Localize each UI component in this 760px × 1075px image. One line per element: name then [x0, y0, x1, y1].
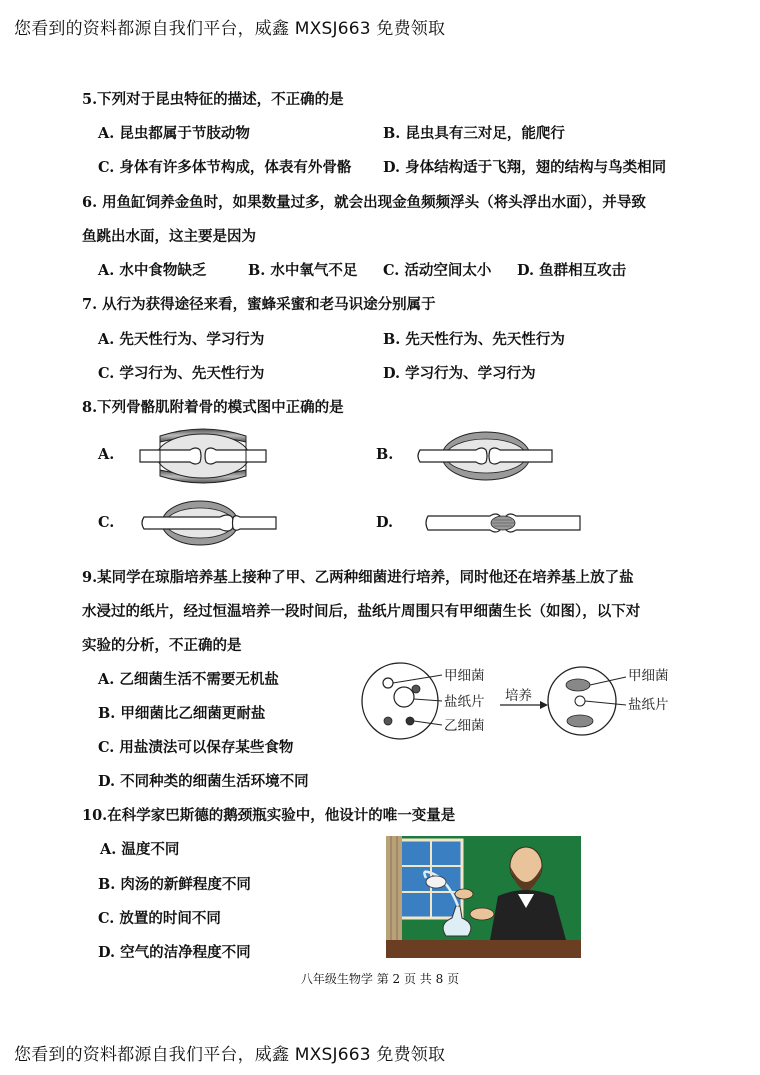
- question-6-stem-line2: 鱼跳出水面，这主要是因为: [82, 228, 256, 245]
- question-7-option-c: C. 学习行为、先天性行为: [98, 365, 265, 382]
- watermark-banner-bottom: 您看到的资料都源自我们平台，威鑫 MXSJ663 免费领取: [14, 1045, 446, 1065]
- question-9-option-b: B. 甲细菌比乙细菌更耐盐: [98, 705, 266, 722]
- question-9-option-c: C. 用盐渍法可以保存某些食物: [98, 739, 294, 756]
- question-10-stem: 10.在科学家巴斯德的鹅颈瓶实验中，他设计的唯一变量是: [82, 807, 456, 824]
- pasteur-experiment-illustration: [386, 836, 581, 958]
- question-9-stem-line3: 实验的分析，不正确的是: [82, 637, 242, 654]
- question-6-option-a: A. 水中食物缺乏: [98, 262, 207, 279]
- question-7-option-a: A. 先天性行为、学习行为: [98, 331, 265, 348]
- question-5-option-c: C. 身体有许多体节构成，体表有外骨骼: [98, 159, 352, 176]
- question-5-option-d: D. 身体结构适于飞翔，翅的结构与鸟类相同: [383, 159, 667, 176]
- question-10-option-c: C. 放置的时间不同: [98, 910, 221, 927]
- question-9-stem-line1: 9.某同学在琼脂培养基上接种了甲、乙两种细菌进行培养，同时他还在培养基上放了盐: [82, 569, 634, 586]
- question-8-option-a-label: A.: [98, 446, 115, 463]
- question-10-option-b: B. 肉汤的新鲜程度不同: [98, 876, 251, 893]
- muscle-bone-diagram-c: [140, 497, 280, 549]
- question-9-option-a: A. 乙细菌生活不需要无机盐: [98, 671, 279, 688]
- label-bacteria-yi: 乙细菌: [444, 718, 485, 734]
- question-5-option-b: B. 昆虫具有三对足，能爬行: [383, 125, 565, 142]
- question-9-option-d: D. 不同种类的细菌生活环境不同: [98, 773, 309, 790]
- question-7-option-b: B. 先天性行为、先天性行为: [383, 331, 565, 348]
- muscle-bone-diagram-b: [416, 428, 556, 484]
- question-8-option-d-label: D.: [376, 514, 394, 531]
- question-10-option-a: A. 温度不同: [100, 841, 180, 858]
- label-salt-paper-right: 盐纸片: [628, 697, 669, 713]
- question-6-option-b: B. 水中氧气不足: [248, 262, 358, 279]
- page-footer: 八年级生物学 第 2 页 共 8 页: [300, 972, 460, 986]
- label-culture: 培养: [505, 688, 532, 704]
- question-5-stem: 5.下列对于昆虫特征的描述，不正确的是: [82, 91, 344, 108]
- question-6-option-d: D. 鱼群相互攻击: [517, 262, 627, 279]
- label-bacteria-jia-right: 甲细菌: [628, 668, 669, 684]
- muscle-bone-diagram-d: [424, 505, 584, 541]
- watermark-banner-top: 您看到的资料都源自我们平台，威鑫 MXSJ663 免费领取: [14, 19, 446, 39]
- label-salt-paper: 盐纸片: [444, 694, 485, 710]
- question-8-stem: 8.下列骨骼肌附着骨的模式图中正确的是: [82, 399, 344, 416]
- question-8-option-b-label: B.: [376, 446, 394, 463]
- label-bacteria-jia: 甲细菌: [444, 668, 485, 684]
- question-10-option-d: D. 空气的洁净程度不同: [98, 944, 251, 961]
- question-6-option-c: C. 活动空间太小: [383, 262, 492, 279]
- question-8-option-c-label: C.: [98, 514, 115, 531]
- question-9-stem-line2: 水浸过的纸片，经过恒温培养一段时间后，盐纸片周围只有甲细菌生长（如图），以下对: [82, 603, 641, 620]
- question-7-stem: 7. 从行为获得途径来看，蜜蜂采蜜和老马识途分别属于: [82, 296, 436, 313]
- muscle-bone-diagram-a: [138, 428, 268, 484]
- question-7-option-d: D. 学习行为、学习行为: [383, 365, 536, 382]
- question-6-stem-line1: 6. 用鱼缸饲养金鱼时，如果数量过多，就会出现金鱼频频浮头（将头浮出水面），并导致: [82, 194, 646, 211]
- question-5-option-a: A. 昆虫都属于节肢动物: [98, 125, 250, 142]
